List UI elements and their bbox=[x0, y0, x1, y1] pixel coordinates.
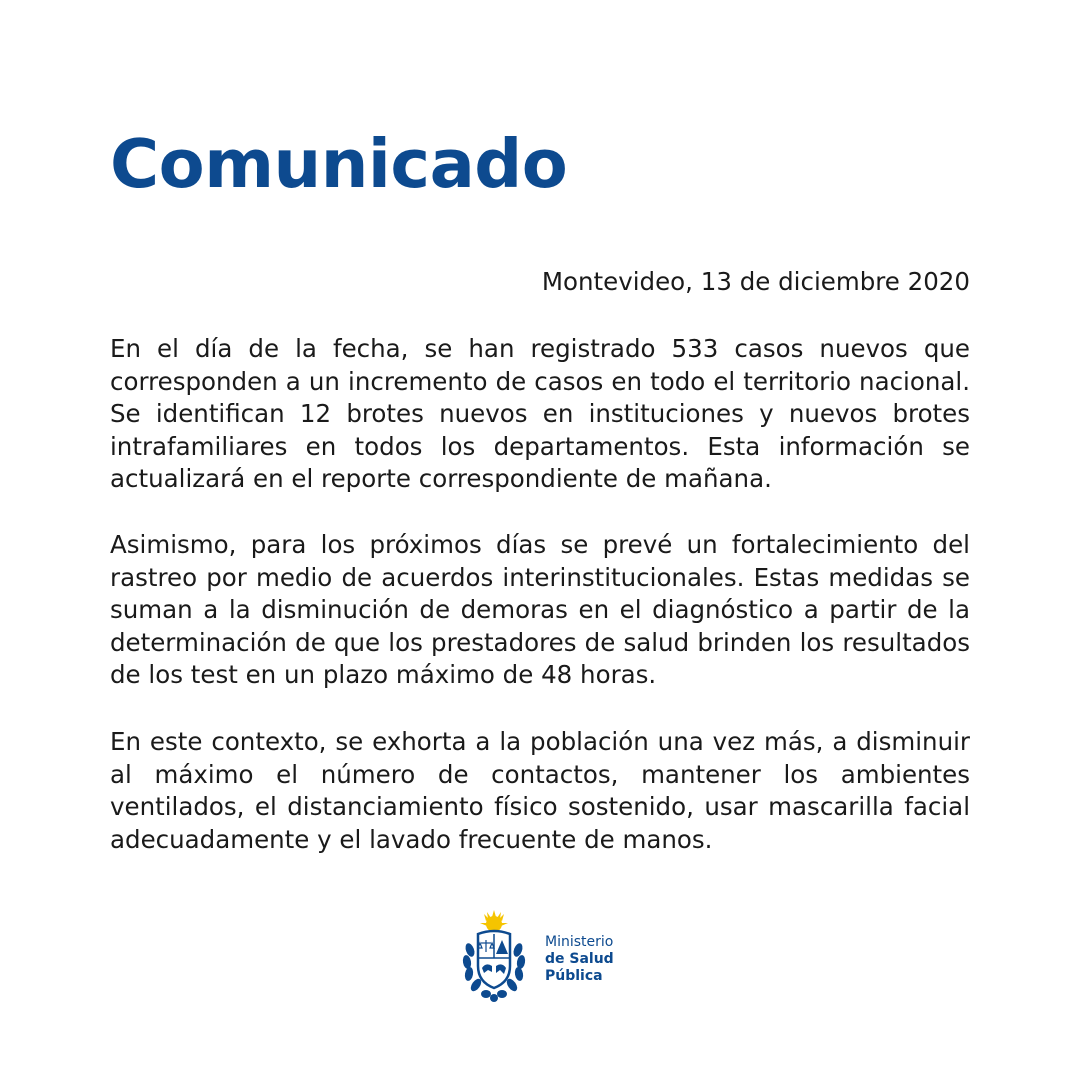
paragraph-1: En el día de la fecha, se han registrado 533 casos nuevos que corresponden a un incremento de casos en todo el territorio nacional. Se identifican 12 brotes nuevos en instituciones y nuevos brotes intrafamiliares en todos los departamentos. Esta información se actualizará en el reporte correspondiente de mañana. bbox=[110, 334, 970, 493]
page-title: Comunicado bbox=[110, 125, 568, 203]
ministry-line-2: de Salud bbox=[545, 951, 614, 967]
paragraph-2: Asimismo, para los próximos días se prevé un fortalecimiento del rastreo por medio de acuerdos interinstitucionales. Estas medidas se suman a la disminución de demoras en el diagnóstico a partir de la determinación de que los prestadores de salud brinden los resultados de los test en un plazo máximo de 48 horas. bbox=[110, 530, 970, 689]
coat-of-arms-icon bbox=[456, 910, 532, 1006]
ministry-line-1: Ministerio bbox=[545, 934, 614, 950]
ministry-logo bbox=[456, 910, 656, 1006]
ministry-line-3: Pública bbox=[545, 968, 603, 984]
ministry-name bbox=[545, 934, 614, 985]
date-line: Montevideo, 13 de diciembre 2020 bbox=[541, 267, 970, 296]
paragraph-3: En este contexto, se exhorta a la población una vez más, a disminuir al máximo el número de contactos, mantener los ambientes ventilados, el distanciamiento físico sostenido, usar mascarilla facial adecuadamente y el lavado frecuente de manos. bbox=[110, 727, 970, 854]
